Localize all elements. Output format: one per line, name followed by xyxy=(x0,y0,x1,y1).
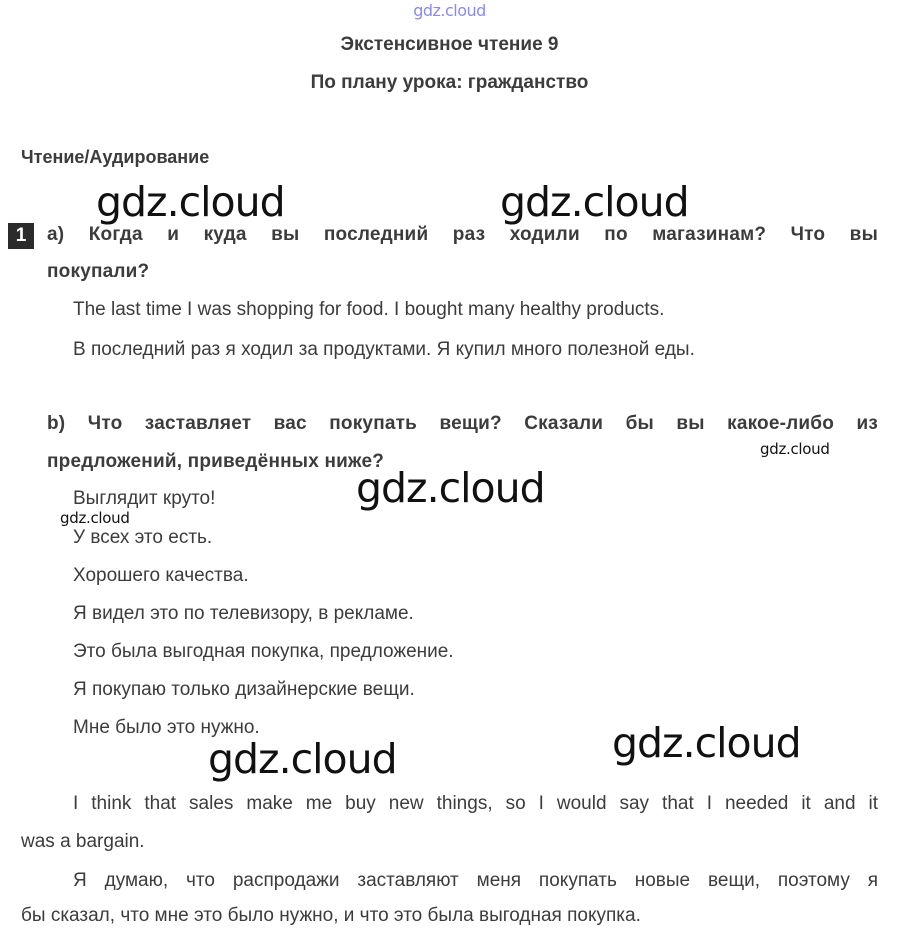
watermark-3: gdz.cloud xyxy=(356,464,545,512)
section-title: Чтение/Аудирование xyxy=(21,147,210,167)
option-6: Я покупаю только дизайнерские вещи. xyxy=(73,679,415,700)
watermark-small-1: gdz.cloud xyxy=(760,440,830,458)
watermark-5: gdz.cloud xyxy=(208,735,397,783)
option-4: Я видел это по телевизору, в рекламе. xyxy=(73,603,414,624)
answer-b-russian-line1: Я думаю, что распродажи заставляют меня покупать новые вещи, поэтому я xyxy=(73,870,878,891)
answer-a-russian: В последний раз я ходил за продуктами. Я купил много полезной еды. xyxy=(73,339,695,360)
option-2: У всех это есть. xyxy=(73,527,213,548)
answer-b-english-line2: was a bargain. xyxy=(21,831,145,852)
watermark-small-2: gdz.cloud xyxy=(60,509,130,527)
answer-a-english: The last time I was shopping for food. I bought many healthy products. xyxy=(73,299,665,320)
exercise-number-badge: 1 xyxy=(8,223,34,249)
option-7: Мне было это нужно. xyxy=(73,717,260,738)
question-a-line1: a) Когда и куда вы последний раз ходили по магазинам? Что вы xyxy=(47,224,878,245)
question-a-line2: покупали? xyxy=(47,261,150,282)
watermark-2: gdz.cloud xyxy=(500,178,689,226)
page-subtitle: По плану урока: гражданство xyxy=(310,72,589,93)
option-5: Это была выгодная покупка, предложение. xyxy=(73,641,454,662)
answer-b-english-line1: I think that sales make me buy new things, so I would say that I needed it and it xyxy=(73,793,878,814)
option-1: Выглядит круто! xyxy=(73,488,216,509)
question-b-line1: b) Что заставляет вас покупать вещи? Сказали бы вы какое-либо из xyxy=(47,413,878,434)
watermark-4: gdz.cloud xyxy=(612,719,801,767)
page-title: Экстенсивное чтение 9 xyxy=(340,34,559,55)
watermark-top: gdz.cloud xyxy=(413,1,486,20)
answer-b-russian-line2: бы сказал, что мне это было нужно, и что это была выгодная покупка. xyxy=(21,905,641,926)
question-b-line2: предложений, приведённых ниже? xyxy=(47,451,385,472)
option-3: Хорошего качества. xyxy=(73,565,249,586)
watermark-1: gdz.cloud xyxy=(96,178,285,226)
